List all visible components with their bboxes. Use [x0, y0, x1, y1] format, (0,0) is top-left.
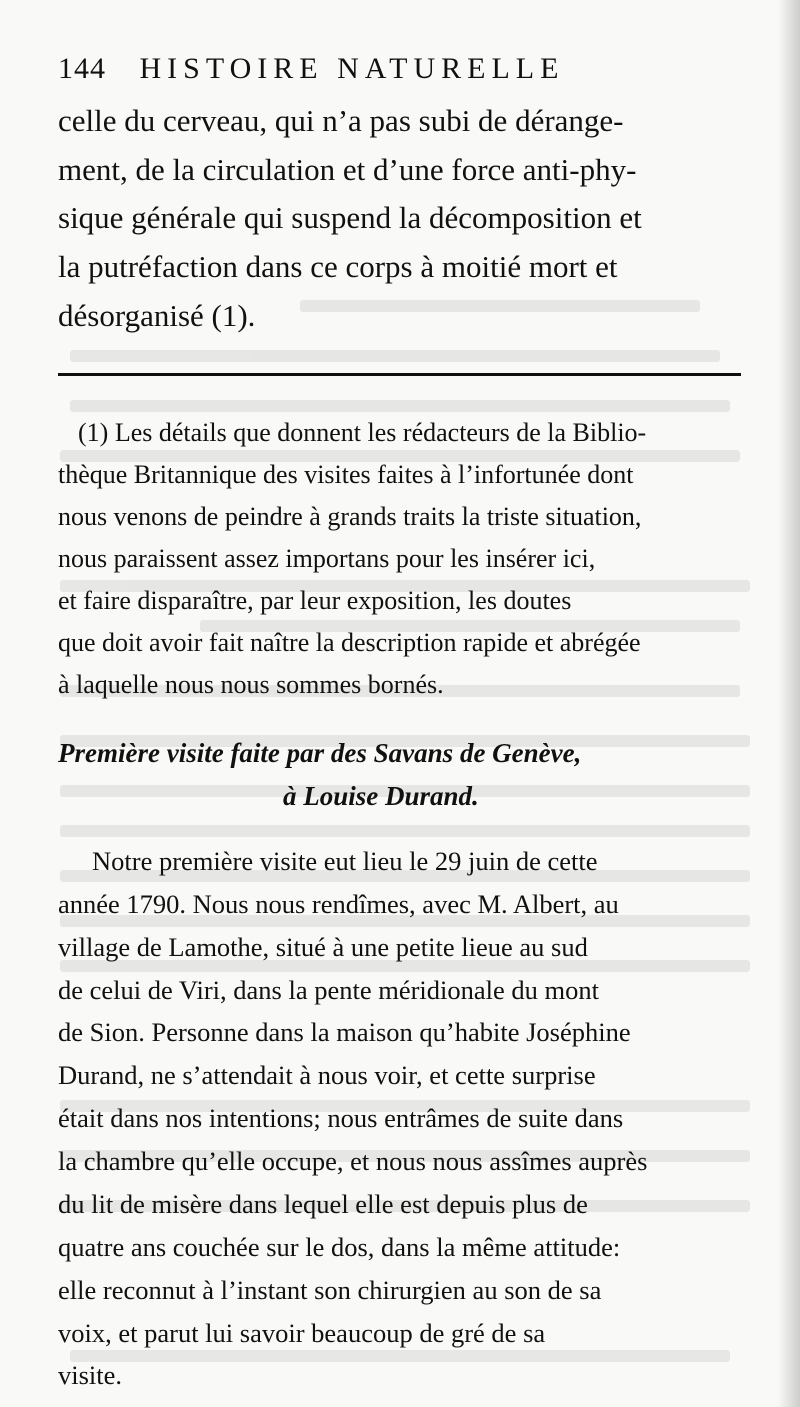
body-line: était dans nos intentions; nous entrâmes de suite dans: [58, 1103, 624, 1133]
body-line: visite.: [58, 1360, 123, 1390]
body-line: voix, et parut lui savoir beaucoup de gré de sa: [58, 1318, 546, 1348]
body-line: du lit de misère dans lequel elle est depuis plus de: [58, 1189, 588, 1219]
section-title-line-1: Première visite faite par des Savans de Genève,: [58, 738, 582, 768]
footnote-line: (1) Les détails que donnent les rédacteurs de la Biblio-: [78, 418, 647, 447]
text-line: ment, de la circulation et d’une force anti-phy-: [58, 152, 637, 187]
text-line: sique générale qui suspend la décomposition et: [58, 200, 642, 235]
footnote-line: nous paraissent assez importans pour les insérer ici,: [58, 544, 596, 573]
text-line: désorganisé (1).: [58, 298, 256, 333]
footnote-line: thèque Britannique des visites faites à l’infortunée dont: [58, 460, 634, 489]
section-title-line-2: à Louise Durand.: [283, 781, 479, 811]
footnote-line: et faire disparaître, par leur exposition, les doutes: [58, 586, 572, 615]
running-head: [58, 52, 748, 92]
footnote-line: que doit avoir fait naître la description rapide et abrégée: [58, 628, 641, 657]
body-line: elle reconnut à l’instant son chirurgien au son de sa: [58, 1275, 602, 1305]
page-number: 144: [58, 52, 106, 85]
body-line: de Sion. Personne dans la maison qu’habite Joséphine: [58, 1017, 631, 1047]
footnote-separator-rule: [58, 373, 741, 376]
body-line: de celui de Viri, dans la pente méridionale du mont: [58, 975, 600, 1005]
footnote-line: nous venons de peindre à grands traits la triste situation,: [58, 502, 642, 531]
text-line: celle du cerveau, qui n’a pas subi de dérange-: [58, 103, 624, 138]
body-line: la chambre qu’elle occupe, et nous nous assîmes auprès: [58, 1146, 648, 1176]
body-line: Notre première visite eut lieu le 29 juin de cette: [92, 846, 598, 876]
text-line: la putréfaction dans ce corps à moitié mort et: [58, 249, 618, 284]
page-edge-shadow: [778, 0, 800, 1407]
footnote-line: à laquelle nous nous sommes bornés.: [58, 670, 444, 699]
running-title: HISTOIRE NATURELLE: [139, 52, 565, 85]
body-line: quatre ans couchée sur le dos, dans la même attitude:: [58, 1232, 621, 1262]
body-line: village de Lamothe, situé à une petite lieue au sud: [58, 932, 588, 962]
body-line: année 1790. Nous nous rendîmes, avec M. Albert, au: [58, 889, 619, 919]
body-line: Durand, ne s’attendait à nous voir, et cette surprise: [58, 1060, 596, 1090]
